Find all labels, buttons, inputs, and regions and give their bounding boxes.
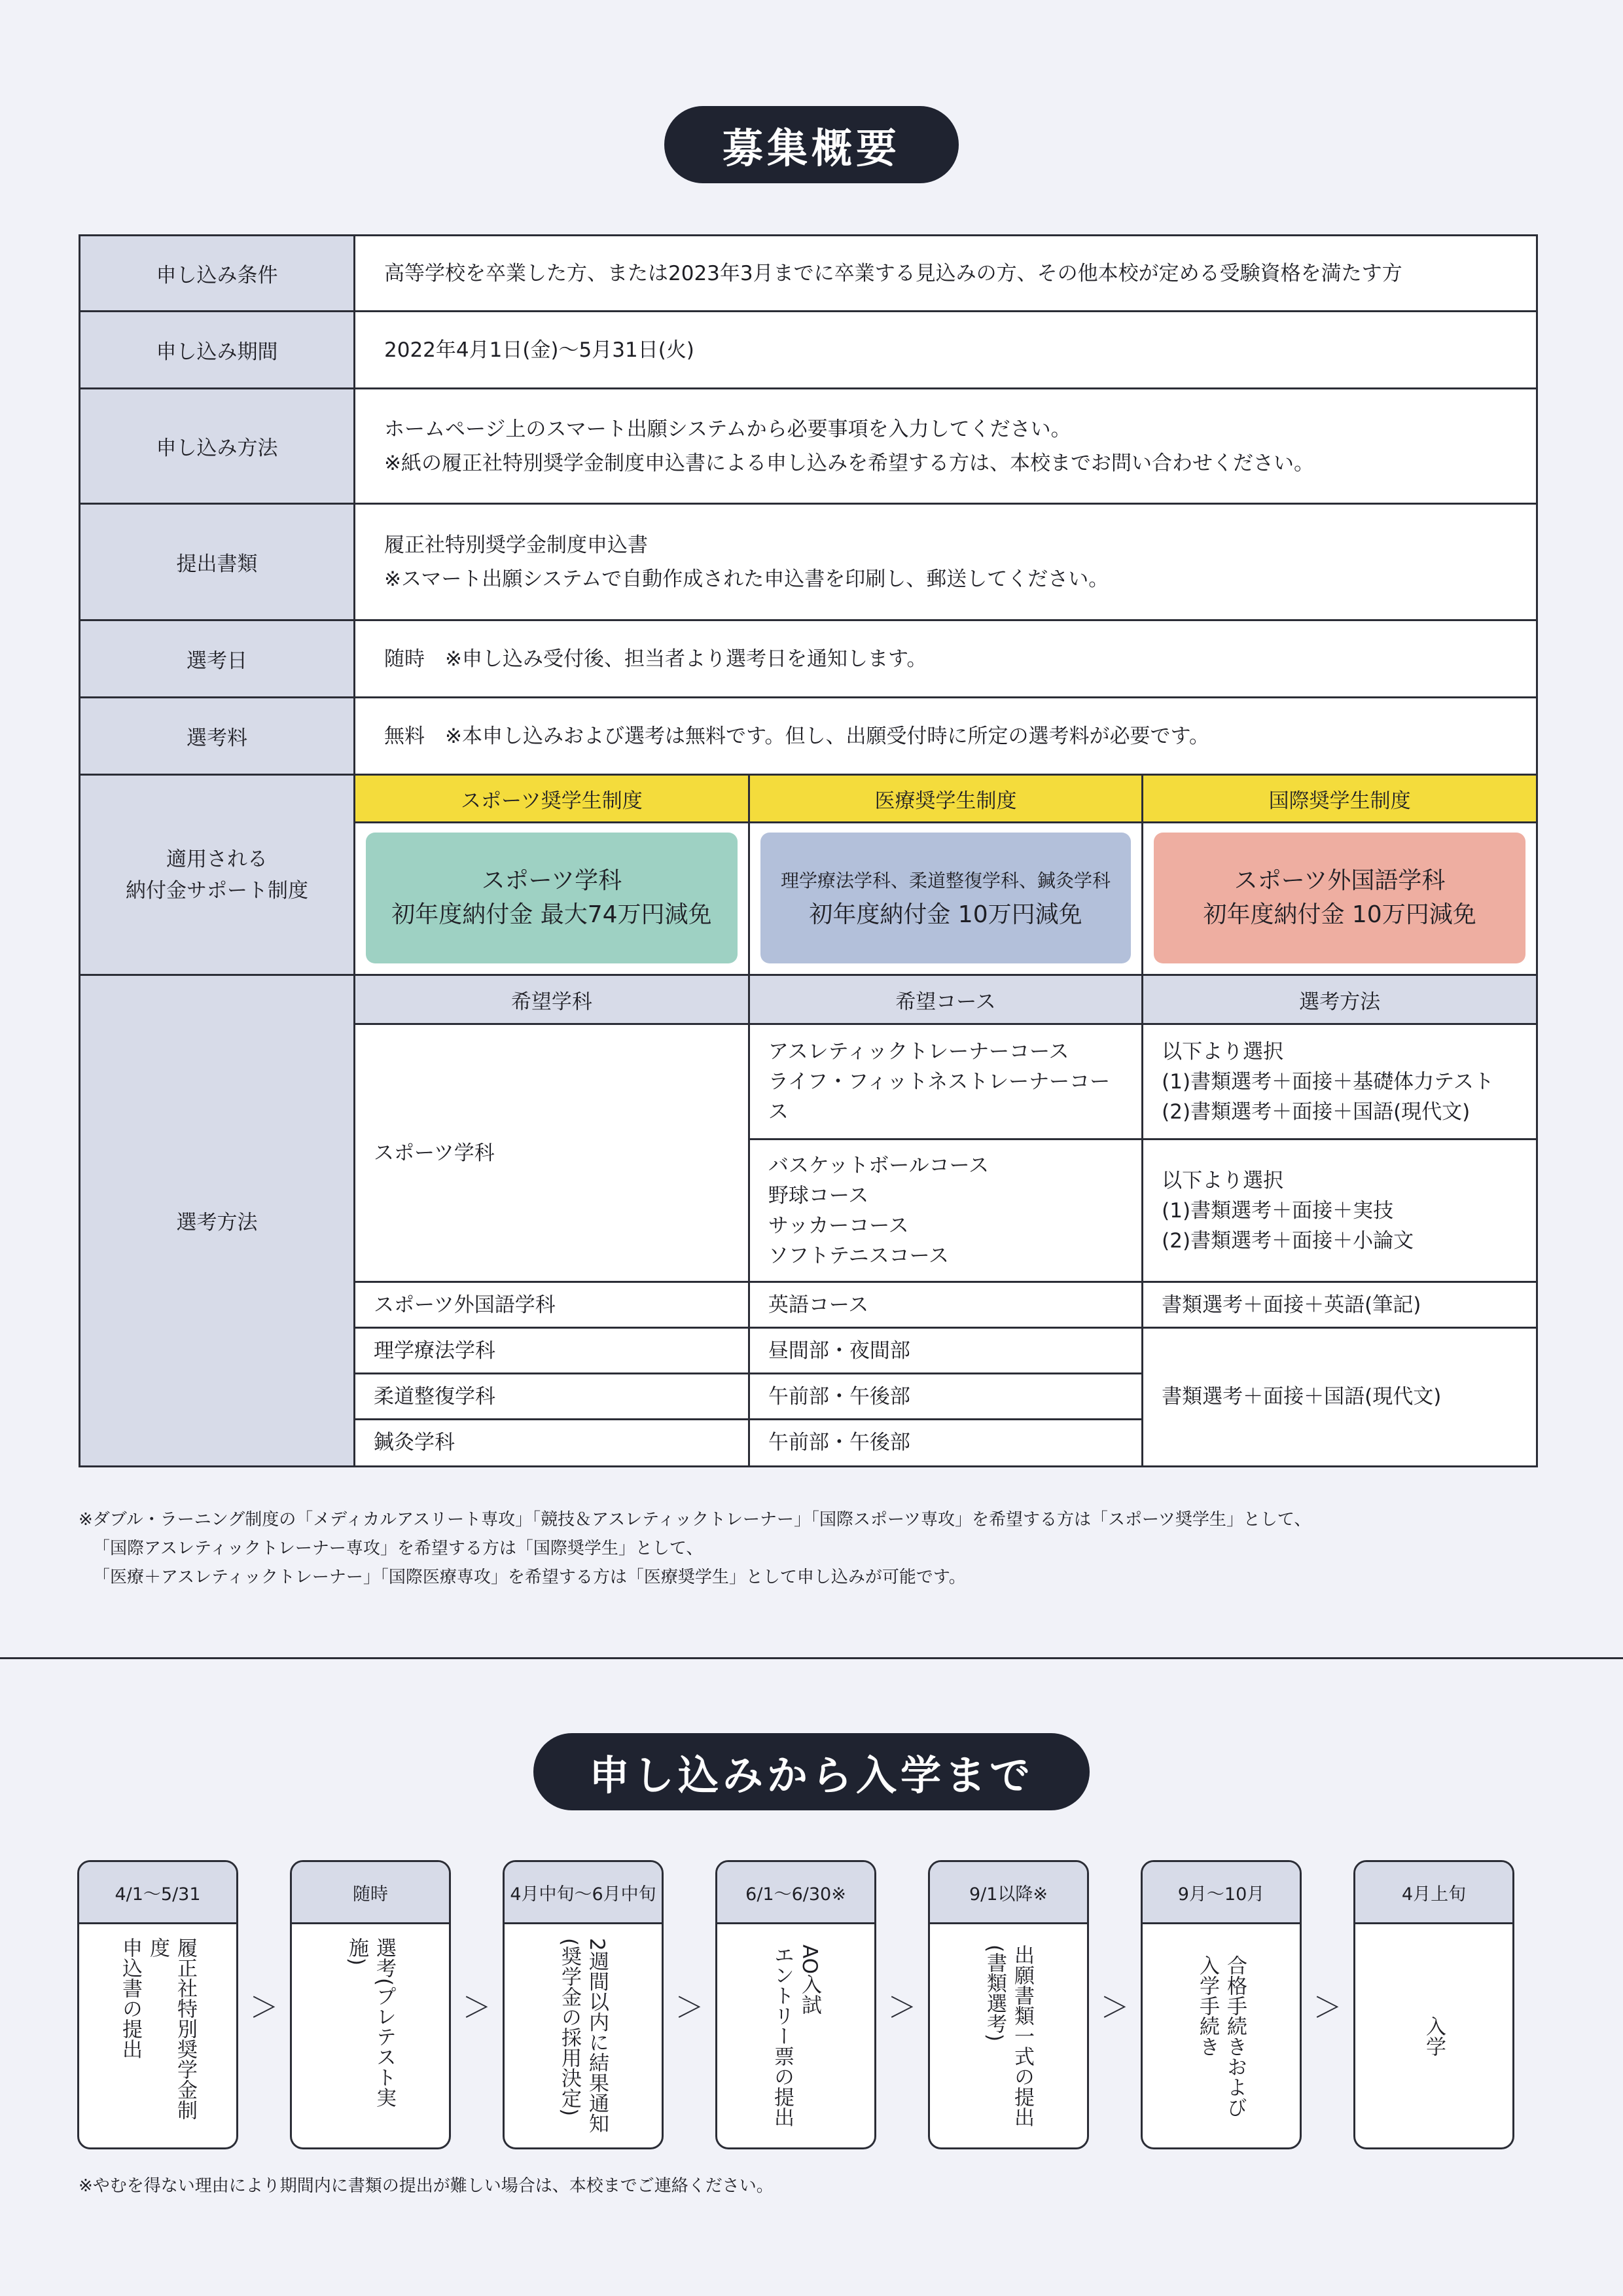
step-text: 2週間以内に結果通知 (奨学金の採用決定)	[558, 1938, 609, 2134]
course-item: 野球コース	[768, 1183, 869, 1208]
step-text: AO入試 エントリー票の提出	[770, 1945, 821, 2127]
exam-fee-label: 選考料	[80, 698, 355, 775]
course-item: ソフトテニスコース	[768, 1244, 950, 1268]
program-sports-line1: スポーツ学科	[481, 867, 622, 894]
step-text: 合格手続きおよび 入学手続き	[1196, 1954, 1247, 2117]
step-date: 4月上旬	[1355, 1862, 1512, 1924]
support-label-line2: 納付金サポート制度	[126, 878, 308, 903]
method-value	[355, 389, 1537, 504]
course-item: バスケットボールコース	[768, 1153, 990, 1177]
documents-label: 提出書類	[80, 504, 355, 620]
program-international-line1: スポーツ外国語学科	[1234, 867, 1446, 894]
note-line: 「医療＋アスレティックトレーナー」「国際医療専攻」を希望する方は「医療奨学生」として申し込みが可能です。	[93, 1568, 966, 1587]
flow-title: 申し込みから入学まで	[533, 1733, 1090, 1810]
step-5	[928, 1860, 1089, 2149]
exam-date-value: 随時 ※申し込み受付後、担当者より選考日を通知します。	[355, 620, 1537, 698]
support-label	[80, 775, 355, 975]
period-label: 申し込み期間	[80, 312, 355, 389]
program-medical-line2: 初年度納付金 10万円減免	[809, 901, 1082, 928]
support-label-line1: 適用される	[166, 847, 268, 871]
step-1	[77, 1860, 238, 2149]
chevron-right-icon: ＞	[1100, 1991, 1130, 2024]
method-line1: ホームページ上のスマート出願システムから必要事項を入力してください。	[384, 417, 1071, 441]
flow-note: ※やむを得ない理由により期間内に書類の提出が難しい場合は、本校までご連絡ください。	[79, 2176, 774, 2196]
chevron-right-icon: ＞	[462, 1991, 491, 2024]
support-table	[355, 776, 1536, 974]
step-text: 選考(プレテスト実施)	[345, 1937, 396, 2108]
documents-value	[355, 504, 1537, 620]
dept-foreign: スポーツ外国語学科	[355, 1282, 749, 1328]
program-sports-line2: 初年度納付金 最大74万円減免	[391, 901, 712, 928]
selection-label: 選考方法	[80, 975, 355, 1467]
period-value: 2022年4月1日(金)～5月31日(火)	[355, 312, 1537, 389]
method-foreign: 書類選考＋面接＋英語(筆記)	[1143, 1282, 1536, 1328]
step-6	[1141, 1860, 1302, 2149]
selection-content	[355, 975, 1537, 1467]
header-course: 希望コース	[749, 976, 1142, 1024]
step-2	[290, 1860, 451, 2149]
method-label: 申し込み方法	[80, 389, 355, 504]
section-divider	[0, 1657, 1623, 1659]
documents-line2: ※スマート出願システムで自動作成された申込書を印刷し、郵送してください。	[384, 567, 1109, 591]
chevron-right-icon: ＞	[675, 1991, 704, 2024]
method-line2: ※紙の履正社特別奨学金制度申込書による申し込みを希望する方は、本校までお問い合わせください。	[384, 451, 1314, 475]
program-header-international: 国際奨学生制度	[1143, 776, 1536, 823]
conditions-value: 高等学校を卒業した方、または2023年3月までに卒業する見込みの方、その他本校が定める受験資格を満たす方	[355, 236, 1537, 312]
step-text: 出願書類一式の提出 (書類選考)	[983, 1945, 1034, 2127]
step-3	[503, 1860, 664, 2149]
dept-judo: 柔道整復学科	[355, 1374, 749, 1420]
program-box-medical	[760, 833, 1131, 963]
sports-group2-methods	[1143, 1139, 1536, 1282]
course-acupuncture: 午前部・午後部	[749, 1420, 1142, 1465]
dept-acupuncture: 鍼灸学科	[355, 1420, 749, 1465]
method-item: (2)書類選考＋面接＋国語(現代文)	[1162, 1100, 1471, 1124]
program-box-international	[1154, 833, 1525, 963]
exam-date-label: 選考日	[80, 620, 355, 698]
course-item: ライフ・フィットネストレーナーコース	[768, 1069, 1111, 1124]
row-conditions	[80, 236, 1537, 312]
row-period	[80, 312, 1537, 389]
step-date: 随時	[292, 1862, 449, 1924]
step-text: 入学	[1422, 2015, 1446, 2056]
documents-line1: 履正社特別奨学金制度申込書	[384, 533, 648, 557]
course-judo: 午前部・午後部	[749, 1374, 1142, 1420]
support-programs	[355, 775, 1537, 975]
row-method	[80, 389, 1537, 504]
sports-group2-courses	[749, 1139, 1142, 1282]
dept-sports: スポーツ学科	[355, 1024, 749, 1282]
header-method: 選考方法	[1143, 976, 1536, 1024]
step-date: 4/1～5/31	[79, 1862, 236, 1924]
note-line: ※ダブル・ラーニング制度の「メディカルアスリート専攻」「競技＆アスレティックトレーナー」「国際スポーツ専攻」を希望する方は「スポーツ奨学生」として、	[79, 1510, 1311, 1530]
step-7	[1353, 1860, 1514, 2149]
course-physio: 昼間部・夜間部	[749, 1328, 1142, 1374]
overview-table	[79, 234, 1538, 1467]
overview-title: 募集概要	[664, 106, 959, 183]
method-item: (1)書類選考＋面接＋実技	[1162, 1198, 1394, 1223]
dept-physio: 理学療法学科	[355, 1328, 749, 1374]
chevron-right-icon: ＞	[1313, 1991, 1342, 2024]
step-4	[715, 1860, 876, 2149]
program-header-sports: スポーツ奨学生制度	[355, 776, 749, 823]
conditions-label: 申し込み条件	[80, 236, 355, 312]
step-date: 9/1以降※	[930, 1862, 1087, 1924]
step-text: 履正社特別奨学金制度 申込書の提出	[118, 1937, 197, 2120]
flow-steps	[77, 1860, 1539, 2149]
course-item: アスレティックトレーナーコース	[768, 1039, 1069, 1064]
program-header-medical: 医療奨学生制度	[749, 776, 1142, 823]
sports-group1-courses	[749, 1024, 1142, 1139]
method-item: (2)書類選考＋面接＋小論文	[1162, 1229, 1414, 1253]
method-item: 以下より選択	[1162, 1168, 1284, 1193]
row-documents	[80, 504, 1537, 620]
selection-table	[355, 976, 1536, 1465]
step-date: 4月中旬～6月中旬	[505, 1862, 662, 1924]
method-item: 以下より選択	[1162, 1039, 1284, 1064]
row-exam-fee	[80, 698, 1537, 775]
chevron-right-icon: ＞	[249, 1991, 279, 2024]
program-international-line2: 初年度納付金 10万円減免	[1203, 901, 1476, 928]
course-foreign: 英語コース	[749, 1282, 1142, 1328]
double-learning-note	[79, 1505, 1311, 1592]
step-date: 6/1～6/30※	[717, 1862, 874, 1924]
row-exam-date	[80, 620, 1537, 698]
method-medical: 書類選考＋面接＋国語(現代文)	[1143, 1328, 1536, 1465]
program-medical-line1: 理学療法学科、柔道整復学科、鍼灸学科	[780, 870, 1111, 891]
exam-fee-value: 無料 ※本申し込みおよび選考は無料です。但し、出願受付時に所定の選考料が必要です。	[355, 698, 1537, 775]
program-box-sports	[366, 833, 738, 963]
step-date: 9月～10月	[1143, 1862, 1300, 1924]
chevron-right-icon: ＞	[887, 1991, 917, 2024]
course-item: サッカーコース	[768, 1213, 909, 1238]
row-selection	[80, 975, 1537, 1467]
row-support	[80, 775, 1537, 975]
method-item: (1)書類選考＋面接＋基礎体力テスト	[1162, 1069, 1494, 1094]
header-dept: 希望学科	[355, 976, 749, 1024]
sports-group1-methods	[1143, 1024, 1536, 1139]
note-line: 「国際アスレティックトレーナー専攻」を希望する方は「国際奨学生」として、	[93, 1539, 704, 1558]
